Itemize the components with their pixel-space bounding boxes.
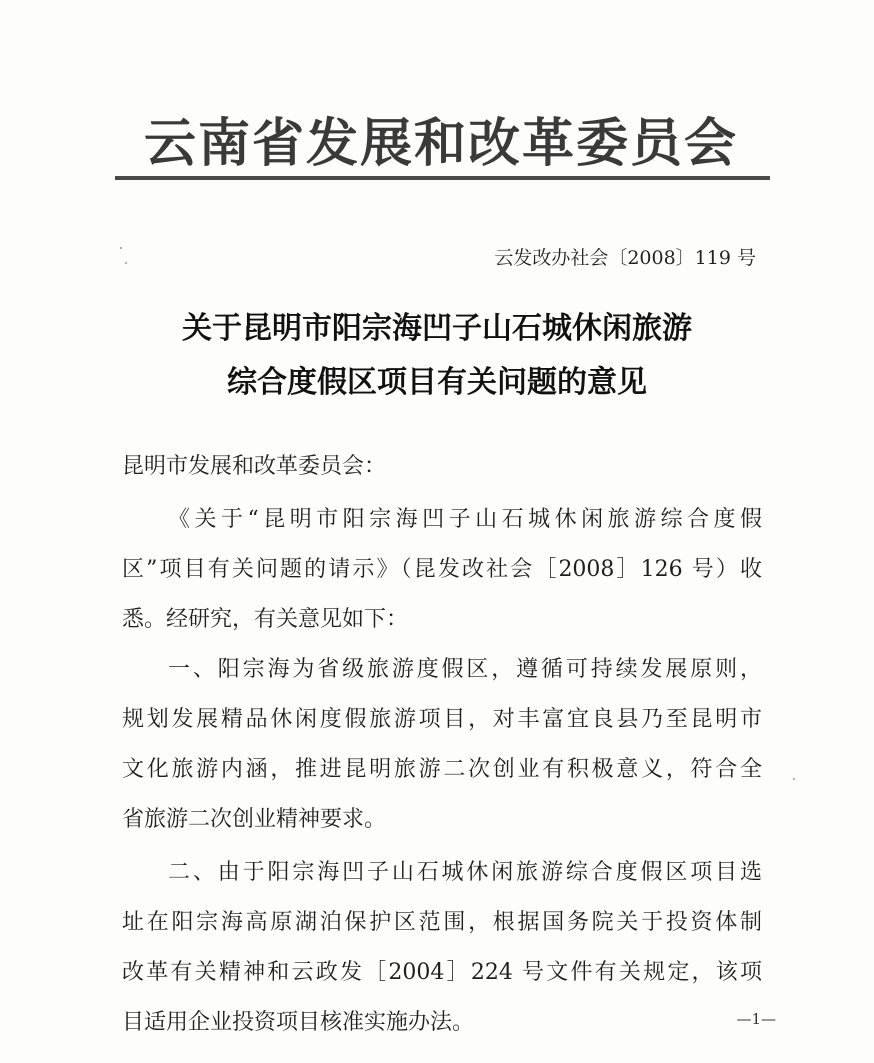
salutation: 昆明市发展和改革委员会： <box>122 454 387 479</box>
document-number: 云发改办社会〔2008〕119 号 <box>494 247 756 269</box>
body-line: 区”项目有关问题的请示》（昆发改社会［2008］126 号）收 <box>122 557 762 582</box>
body-line: 悉。经研究，有关意见如下： <box>122 607 409 632</box>
body-line: 文化旅游内涵，推进昆明旅游二次创业有积极意义，符合全 <box>122 757 762 782</box>
body-line: 目适用企业投资项目核准实施办法。 <box>122 1010 475 1035</box>
document-title-line-1: 关于昆明市阳宗海凹子山石城休闲旅游 <box>182 311 692 346</box>
scan-speck <box>793 778 795 780</box>
body-line: 规划发展精品休闲度假旅游项目，对丰富宜良县乃至昆明市 <box>122 707 762 732</box>
masthead-rule <box>115 176 770 180</box>
scan-speck <box>120 247 122 249</box>
body-line: 二、由于阳宗海凹子山石城休闲旅游综合度假区项目选 <box>168 860 762 885</box>
body-line: 一、阳宗海为省级旅游度假区，遵循可持续发展原则， <box>168 657 762 682</box>
body-line: 改革有关精神和云政发［2004］224 号文件有关规定，该项 <box>122 960 762 985</box>
body-line: 省旅游二次创业精神要求。 <box>122 807 387 832</box>
scan-speck <box>125 262 127 264</box>
body-line: 《关于“昆明市阳宗海凹子山石城休闲旅游综合度假 <box>168 507 762 532</box>
document-title-line-2: 综合度假区项目有关问题的意见 <box>227 365 647 400</box>
page-number: —1— <box>736 1010 776 1028</box>
masthead-title: 云南省发展和改革委员会 <box>144 113 739 174</box>
body-line: 址在阳宗海高原湖泊保护区范围，根据国务院关于投资体制 <box>122 910 762 935</box>
